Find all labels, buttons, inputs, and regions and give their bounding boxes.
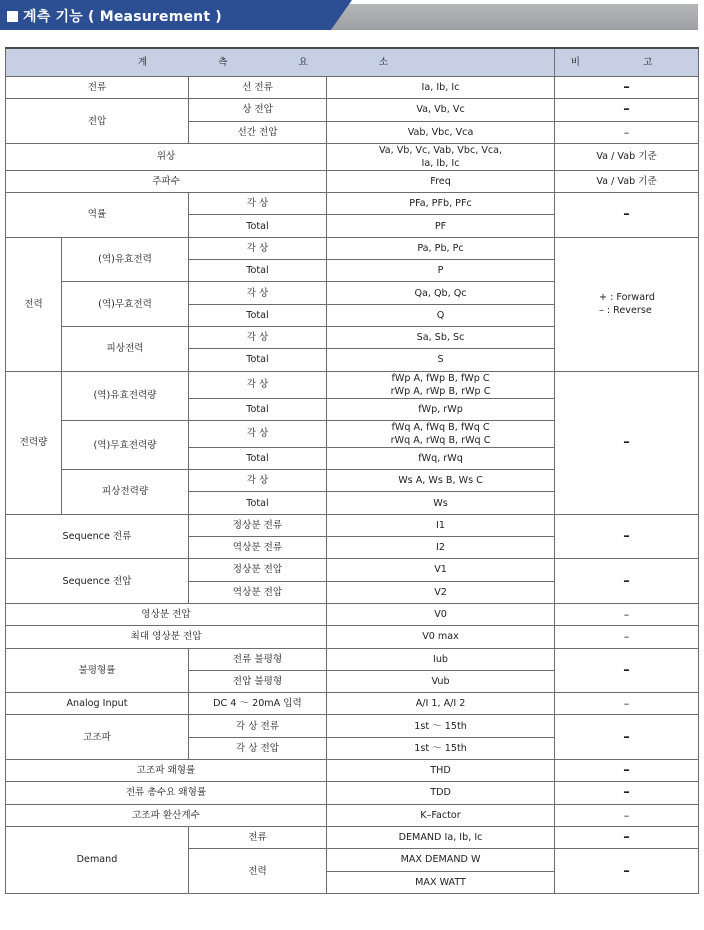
row-sub: Total bbox=[189, 447, 327, 469]
row-value: MAX DEMAND W bbox=[327, 849, 555, 871]
row-value: K–Factor bbox=[327, 804, 555, 826]
row-remark: – bbox=[555, 603, 699, 625]
header-items: 계 측 요 소 bbox=[6, 48, 555, 77]
row-sub: 정상분 전압 bbox=[189, 559, 327, 581]
row-remark: Va / Vab 기준 bbox=[555, 143, 699, 170]
row-sub: 각 상 전류 bbox=[189, 715, 327, 737]
row-value: V2 bbox=[327, 581, 555, 603]
row-name: Demand bbox=[6, 826, 189, 893]
row-value: fWp A, fWp B, fWp C rWp A, rWp B, rWp C bbox=[327, 371, 555, 398]
row-sub: 선 전류 bbox=[189, 77, 327, 99]
table-row bbox=[6, 237, 699, 259]
table-row bbox=[6, 760, 699, 782]
row-remark: – bbox=[555, 371, 699, 514]
row-value: Sa, Sb, Sc bbox=[327, 326, 555, 348]
row-name: 고조파 환산계수 bbox=[6, 804, 327, 826]
row-name: 전류 총수요 왜형률 bbox=[6, 782, 327, 804]
measurement-table bbox=[5, 47, 699, 894]
row-name: 전류 bbox=[6, 77, 189, 99]
row-remark: – bbox=[555, 782, 699, 804]
row-sub: 각 상 전압 bbox=[189, 737, 327, 759]
row-value: A/I 1, A/I 2 bbox=[327, 693, 555, 715]
row-name: 불평형률 bbox=[6, 648, 189, 693]
row-value: fWq, rWq bbox=[327, 447, 555, 469]
row-sub: 전력 bbox=[189, 849, 327, 894]
banner-grey-bar bbox=[330, 4, 698, 30]
row-value: 1st ～ 15th bbox=[327, 715, 555, 737]
row-remark: – bbox=[555, 693, 699, 715]
row-name: 위상 bbox=[6, 143, 327, 170]
row-name: 주파수 bbox=[6, 170, 327, 192]
table-row bbox=[6, 648, 699, 670]
row-sub: 각 상 bbox=[189, 193, 327, 215]
row-value: THD bbox=[327, 760, 555, 782]
header-remark: 비 고 bbox=[555, 48, 699, 77]
row-sub: 전압 불평형 bbox=[189, 670, 327, 692]
row-sub: Total bbox=[189, 492, 327, 514]
table-row bbox=[6, 77, 699, 99]
row-name: 영상분 전압 bbox=[6, 603, 327, 625]
row-value: fWq A, fWq B, fWq C rWq A, rWq B, rWq C bbox=[327, 420, 555, 447]
row-remark: – bbox=[555, 514, 699, 559]
row-sub: Total bbox=[189, 398, 327, 420]
row-value: MAX WATT bbox=[327, 871, 555, 893]
row-sub: Total bbox=[189, 215, 327, 237]
square-bullet-icon bbox=[7, 11, 18, 22]
table-header-row bbox=[6, 48, 699, 77]
row-value: S bbox=[327, 349, 555, 371]
table-row bbox=[6, 826, 699, 848]
table-row bbox=[6, 603, 699, 625]
row-sub: 정상분 전류 bbox=[189, 514, 327, 536]
row-name: 최대 영상분 전압 bbox=[6, 626, 327, 648]
row-name: Analog Input bbox=[6, 693, 189, 715]
row-sub: 각 상 bbox=[189, 237, 327, 259]
row-value: P bbox=[327, 260, 555, 282]
row-value: V0 bbox=[327, 603, 555, 625]
table-row bbox=[6, 99, 699, 121]
row-remark: – bbox=[555, 648, 699, 693]
row-sub: 각 상 bbox=[189, 282, 327, 304]
row-value: Iub bbox=[327, 648, 555, 670]
row-group: (역)무효전력량 bbox=[62, 420, 189, 469]
row-value: Q bbox=[327, 304, 555, 326]
row-name: 역률 bbox=[6, 193, 189, 238]
table-row bbox=[6, 782, 699, 804]
table-row bbox=[6, 514, 699, 536]
row-group: (역)유효전력량 bbox=[62, 371, 189, 420]
row-remark: – bbox=[555, 121, 699, 143]
row-sub: Total bbox=[189, 304, 327, 326]
section-banner bbox=[0, 0, 698, 30]
row-remark: – bbox=[555, 826, 699, 848]
row-name: 전력 bbox=[6, 237, 62, 371]
row-value: Ws A, Ws B, Ws C bbox=[327, 470, 555, 492]
row-sub: Total bbox=[189, 349, 327, 371]
row-group: (역)유효전력 bbox=[62, 237, 189, 282]
table-row bbox=[6, 170, 699, 192]
row-value: fWp, rWp bbox=[327, 398, 555, 420]
row-sub: 선간 전압 bbox=[189, 121, 327, 143]
row-value: I1 bbox=[327, 514, 555, 536]
row-value: Qa, Qb, Qc bbox=[327, 282, 555, 304]
table-row bbox=[6, 559, 699, 581]
row-sub: 각 상 bbox=[189, 420, 327, 447]
row-value: I2 bbox=[327, 537, 555, 559]
row-sub: 역상분 전압 bbox=[189, 581, 327, 603]
table-row bbox=[6, 371, 699, 398]
row-group: 피상전력량 bbox=[62, 470, 189, 515]
row-value: Va, Vb, Vc, Vab, Vbc, Vca, Ia, Ib, Ic bbox=[327, 143, 555, 170]
row-name: Sequence 전압 bbox=[6, 559, 189, 604]
row-value: TDD bbox=[327, 782, 555, 804]
table-row bbox=[6, 143, 699, 170]
section-title bbox=[7, 6, 222, 26]
row-sub: 각 상 bbox=[189, 326, 327, 348]
row-value: PF bbox=[327, 215, 555, 237]
table-row bbox=[6, 193, 699, 215]
row-remark: – bbox=[555, 626, 699, 648]
row-sub: 역상분 전류 bbox=[189, 537, 327, 559]
table-row bbox=[6, 626, 699, 648]
row-remark: – bbox=[555, 804, 699, 826]
row-name: 고조파 왜형률 bbox=[6, 760, 327, 782]
row-value: Ws bbox=[327, 492, 555, 514]
table-row bbox=[6, 804, 699, 826]
row-value: Pa, Pb, Pc bbox=[327, 237, 555, 259]
row-name: Sequence 전류 bbox=[6, 514, 189, 559]
row-sub: 전류 bbox=[189, 826, 327, 848]
row-remark: + : Forward – : Reverse bbox=[555, 237, 699, 371]
row-group: (역)무효전력 bbox=[62, 282, 189, 327]
row-value: PFa, PFb, PFc bbox=[327, 193, 555, 215]
row-value: V0 max bbox=[327, 626, 555, 648]
row-remark: – bbox=[555, 559, 699, 604]
row-value: Vab, Vbc, Vca bbox=[327, 121, 555, 143]
row-value: Vub bbox=[327, 670, 555, 692]
row-value: Ia, Ib, Ic bbox=[327, 77, 555, 99]
row-value: DEMAND Ia, Ib, Ic bbox=[327, 826, 555, 848]
table-row bbox=[6, 693, 699, 715]
row-remark: Va / Vab 기준 bbox=[555, 170, 699, 192]
row-group: 피상전력 bbox=[62, 326, 189, 371]
row-remark: – bbox=[555, 193, 699, 238]
row-sub: 상 전압 bbox=[189, 99, 327, 121]
row-value: 1st ～ 15th bbox=[327, 737, 555, 759]
row-remark: – bbox=[555, 849, 699, 894]
row-remark: – bbox=[555, 715, 699, 760]
row-value: V1 bbox=[327, 559, 555, 581]
row-value: Freq bbox=[327, 170, 555, 192]
row-name: 고조파 bbox=[6, 715, 189, 760]
table-row bbox=[6, 715, 699, 737]
row-sub: 전류 불평형 bbox=[189, 648, 327, 670]
row-name: 전력량 bbox=[6, 371, 62, 514]
row-remark: – bbox=[555, 99, 699, 121]
row-sub: 각 상 bbox=[189, 470, 327, 492]
row-sub: Total bbox=[189, 260, 327, 282]
section-title-text: 계측 기능 ( Measurement ) bbox=[23, 9, 222, 25]
row-sub: 각 상 bbox=[189, 371, 327, 398]
row-sub: DC 4 ～ 20mA 입력 bbox=[189, 693, 327, 715]
row-value: Va, Vb, Vc bbox=[327, 99, 555, 121]
row-remark: – bbox=[555, 77, 699, 99]
row-remark: – bbox=[555, 760, 699, 782]
row-name: 전압 bbox=[6, 99, 189, 144]
